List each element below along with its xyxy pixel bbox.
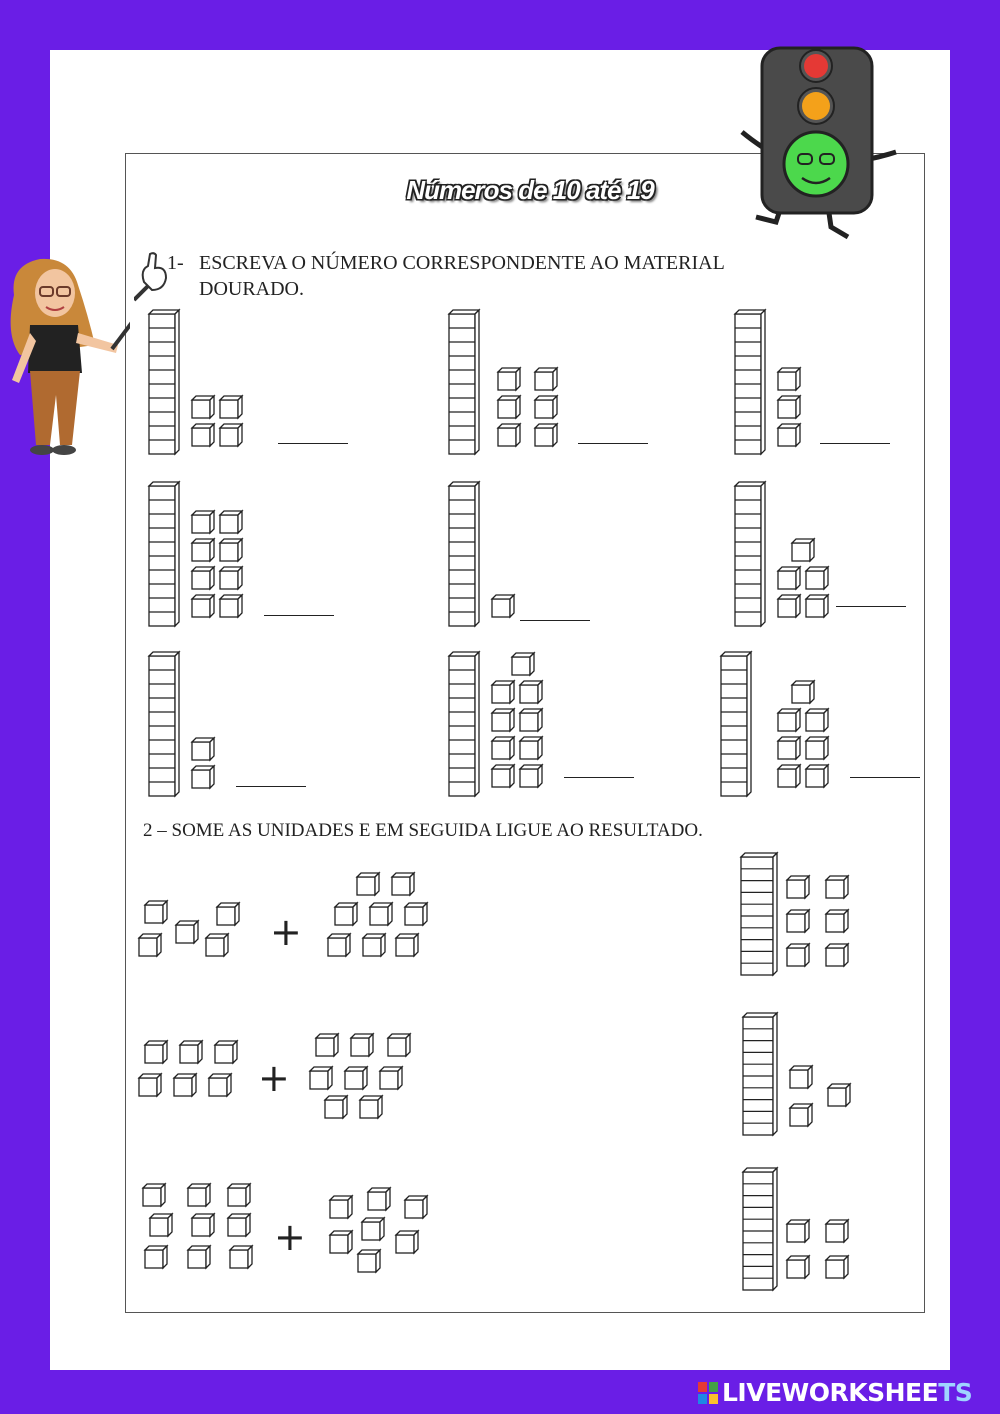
unit-cube [228, 1214, 250, 1236]
plus-sign-3: + [274, 1215, 306, 1259]
unit-cube [174, 1074, 196, 1096]
unit-cube [145, 901, 167, 923]
unit-cube [826, 1220, 848, 1242]
unit-cube [360, 1096, 382, 1118]
unit-cube [143, 1184, 165, 1206]
unit-cube [806, 737, 828, 759]
ten-rod [743, 1168, 777, 1290]
ten-rod [721, 652, 751, 796]
unit-cube [139, 934, 161, 956]
unit-cube [492, 709, 514, 731]
unit-cube [325, 1096, 347, 1118]
unit-cube [396, 934, 418, 956]
ten-rod [735, 310, 765, 454]
question-1-line2: DOURADO. [199, 278, 304, 300]
ten-rod [449, 310, 479, 454]
unit-cube [180, 1041, 202, 1063]
ten-rod [149, 652, 179, 796]
unit-cube [188, 1246, 210, 1268]
unit-cube [228, 1184, 250, 1206]
unit-cube [220, 595, 242, 617]
unit-cube [778, 737, 800, 759]
unit-cube [790, 1104, 812, 1126]
teacher-avatar-image [0, 245, 130, 460]
unit-cube [792, 681, 814, 703]
question-1-number: 1- [167, 252, 184, 274]
unit-cube [192, 738, 214, 760]
unit-cube [826, 944, 848, 966]
unit-cube [220, 567, 242, 589]
unit-cube [498, 424, 520, 446]
unit-cube [150, 1214, 172, 1236]
plus-sign-1: + [270, 910, 302, 954]
unit-cube [792, 539, 814, 561]
unit-cube [330, 1231, 352, 1253]
unit-cube [220, 511, 242, 533]
unit-cube [188, 1184, 210, 1206]
unit-cube [535, 368, 557, 390]
unit-cube [362, 1218, 384, 1240]
unit-cube [310, 1067, 332, 1089]
unit-cube [405, 903, 427, 925]
question-2: 2 – SOME AS UNIDADES E EM SEGUIDA LIGUE AO RESULTADO. [143, 820, 703, 841]
logo-text: LIVEWORKSHEE [722, 1378, 939, 1407]
unit-cube [778, 396, 800, 418]
unit-cube [220, 424, 242, 446]
unit-cube [368, 1188, 390, 1210]
unit-cube [145, 1041, 167, 1063]
unit-cube [328, 934, 350, 956]
unit-cube [192, 424, 214, 446]
green-light-face-icon [784, 132, 848, 196]
amber-light-icon [802, 92, 830, 120]
unit-cube [492, 595, 514, 617]
unit-cube [787, 910, 809, 932]
unit-cube [351, 1034, 373, 1056]
unit-cube [192, 1214, 214, 1236]
unit-cube [217, 903, 239, 925]
unit-cube [209, 1074, 231, 1096]
question-1-line1: ESCREVA O NÚMERO CORRESPONDENTE AO MATERIAL [199, 252, 725, 274]
unit-cube [405, 1196, 427, 1218]
unit-cube [778, 424, 800, 446]
unit-cube [787, 876, 809, 898]
ten-rod [449, 482, 479, 626]
unit-cube [316, 1034, 338, 1056]
unit-cube [787, 1220, 809, 1242]
unit-cube [358, 1250, 380, 1272]
unit-cube [192, 396, 214, 418]
unit-cube [498, 368, 520, 390]
unit-cube [492, 737, 514, 759]
unit-cube [535, 424, 557, 446]
unit-cube [139, 1074, 161, 1096]
ten-rod [149, 310, 179, 454]
unit-cube [370, 903, 392, 925]
unit-cube [192, 539, 214, 561]
unit-cube [220, 539, 242, 561]
unit-cube [380, 1067, 402, 1089]
unit-cube [806, 567, 828, 589]
unit-cube [778, 765, 800, 787]
unit-cube [778, 567, 800, 589]
unit-cube [806, 709, 828, 731]
unit-cube [787, 1256, 809, 1278]
unit-cube [396, 1231, 418, 1253]
unit-cube [492, 765, 514, 787]
traffic-light-image [736, 42, 906, 252]
ten-rod [449, 652, 479, 796]
page-title: Números de 10 até 19 [406, 175, 654, 205]
unit-cube [828, 1084, 850, 1106]
unit-cube [192, 511, 214, 533]
unit-cube [790, 1066, 812, 1088]
ten-rod [741, 853, 777, 975]
ten-rod [735, 482, 765, 626]
unit-cube [345, 1067, 367, 1089]
unit-cube [778, 595, 800, 617]
unit-cube [215, 1041, 237, 1063]
unit-cube [535, 396, 557, 418]
unit-cube [145, 1246, 167, 1268]
unit-cube [192, 567, 214, 589]
ten-rod [743, 1013, 777, 1135]
unit-cube [176, 921, 198, 943]
unit-cube [778, 709, 800, 731]
unit-cube [806, 765, 828, 787]
unit-cube [392, 873, 414, 895]
unit-cube [220, 396, 242, 418]
liveworksheets-logo [698, 1378, 972, 1407]
unit-cube [498, 396, 520, 418]
unit-cube [520, 709, 542, 731]
unit-cube [192, 595, 214, 617]
unit-cube [826, 910, 848, 932]
unit-cube [520, 737, 542, 759]
logo-text-end: TS [938, 1378, 973, 1407]
red-light-icon [804, 54, 828, 78]
unit-cube [363, 934, 385, 956]
unit-cube [230, 1246, 252, 1268]
unit-cube [512, 653, 534, 675]
unit-cube [787, 944, 809, 966]
unit-cube [357, 873, 379, 895]
unit-cube [778, 368, 800, 390]
unit-cube [826, 876, 848, 898]
unit-cube [335, 903, 357, 925]
unit-cube [492, 681, 514, 703]
unit-cube [520, 681, 542, 703]
plus-sign-2: + [258, 1056, 290, 1100]
unit-cube [520, 765, 542, 787]
unit-cube [330, 1196, 352, 1218]
unit-cube [192, 766, 214, 788]
unit-cube [206, 934, 228, 956]
unit-cube [806, 595, 828, 617]
unit-cube [388, 1034, 410, 1056]
unit-cube [826, 1256, 848, 1278]
ten-rod [149, 482, 179, 626]
liveworksheets-badge-icon [698, 1382, 718, 1404]
pointing-hand-icon [134, 252, 174, 302]
